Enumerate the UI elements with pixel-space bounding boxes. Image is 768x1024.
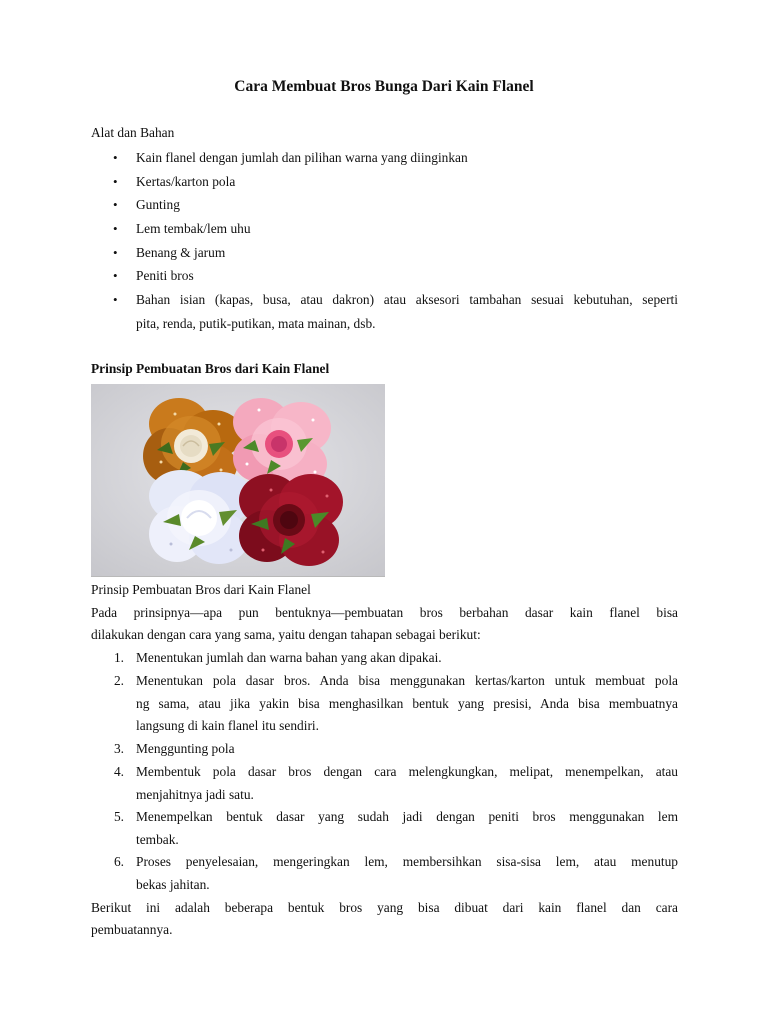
- list-item: Gunting: [136, 197, 180, 212]
- list-item: Lem tembak/lem uhu: [136, 221, 251, 236]
- step-number: 1.: [113, 650, 124, 665]
- document-title: Cara Membuat Bros Bunga Dari Kain Flanel: [234, 78, 534, 95]
- step-text: Proses penyelesaian, mengeringkan lem, membersihkan sisa-sisa lem, atau menutup: [136, 854, 678, 869]
- step-text: langsung di kain flanel itu sendiri.: [136, 718, 319, 733]
- step-text: bekas jahitan.: [136, 877, 210, 892]
- list-item: Kertas/karton pola: [136, 174, 236, 189]
- step-text: Menentukan jumlah dan warna bahan yang akan dipakai.: [136, 650, 442, 665]
- list-item: Kain flanel dengan jumlah dan pilihan warna yang diinginkan: [136, 150, 468, 165]
- step-text: Membentuk pola dasar bros dengan cara melengkungkan, melipat, menempelkan, atau: [136, 764, 678, 779]
- step-text: menjahitnya jadi satu.: [136, 787, 254, 802]
- bullet-marker: •: [113, 197, 118, 212]
- step-text: Menempelkan bentuk dasar yang sudah jadi dengan peniti bros menggunakan lem: [136, 809, 678, 824]
- step-number: 3.: [113, 741, 124, 756]
- list-item-continuation: pita, renda, putik-putikan, mata mainan, dsb.: [136, 316, 376, 331]
- tools-heading: Alat dan Bahan: [91, 125, 175, 140]
- intro-paragraph-line: dilakukan dengan cara yang sama, yaitu dengan tahapan sebagai berikut:: [91, 627, 481, 642]
- bullet-marker: •: [113, 268, 118, 283]
- image-caption: Prinsip Pembuatan Bros dari Kain Flanel: [91, 582, 311, 597]
- brooch-photo: [91, 384, 385, 577]
- red-flower: [239, 474, 343, 566]
- step-number: 6.: [113, 854, 124, 869]
- step-number: 2.: [113, 673, 124, 688]
- closing-paragraph-line: pembuatannya.: [91, 922, 173, 937]
- step-text: tembak.: [136, 832, 179, 847]
- bullet-marker: •: [113, 292, 118, 307]
- closing-paragraph-line: Berikut ini adalah beberapa bentuk bros yang bisa dibuat dari kain flanel dan cara: [91, 900, 678, 915]
- step-text: Menentukan pola dasar bros. Anda bisa menggunakan kertas/karton untuk membuat pola: [136, 673, 678, 688]
- bullet-marker: •: [113, 221, 118, 236]
- step-text: ng sama, atau jika yakin bisa menghasilkan bentuk yang presisi, Anda bisa membuatnya: [136, 696, 678, 711]
- section-heading: Prinsip Pembuatan Bros dari Kain Flanel: [91, 361, 330, 376]
- list-item: Benang & jarum: [136, 245, 226, 260]
- bullet-marker: •: [113, 150, 118, 165]
- step-number: 5.: [113, 809, 124, 824]
- list-item: Bahan isian (kapas, busa, atau dakron) atau aksesori tambahan sesuai kebutuhan, seperti: [136, 292, 678, 307]
- intro-paragraph-line: Pada prinsipnya—apa pun bentuknya—pembuatan bros berbahan dasar kain flanel bisa: [91, 605, 678, 620]
- bullet-marker: •: [113, 245, 118, 260]
- white-flower: [149, 470, 253, 564]
- step-number: 4.: [113, 764, 124, 779]
- bullet-marker: •: [113, 174, 118, 189]
- list-item: Peniti bros: [136, 268, 194, 283]
- step-text: Menggunting pola: [136, 741, 235, 756]
